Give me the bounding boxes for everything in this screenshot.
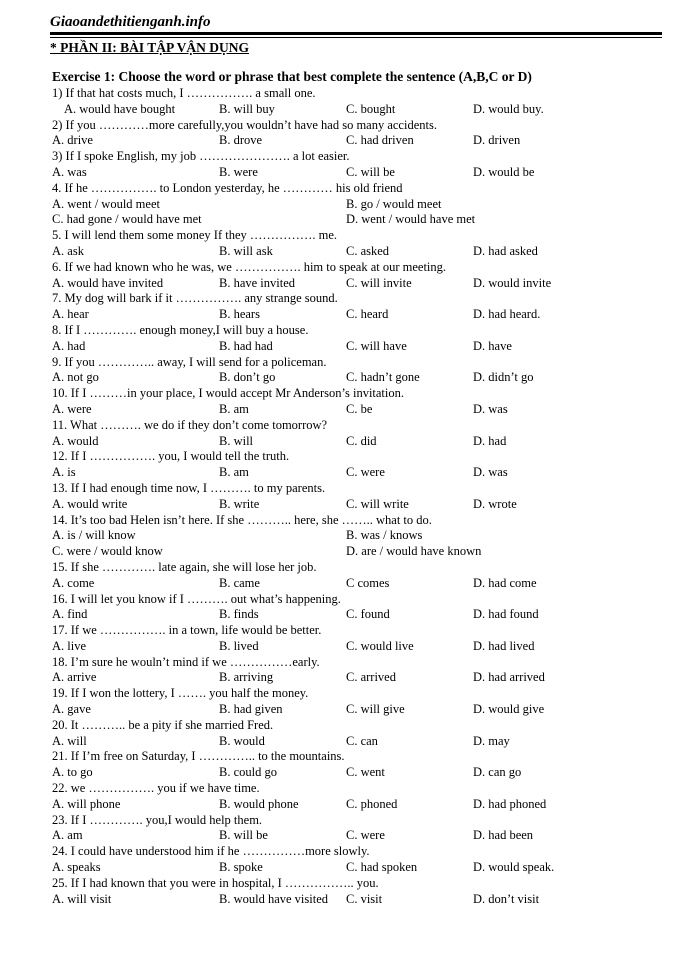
page-header	[50, 14, 662, 56]
answer-option: D. didn’t go	[473, 370, 534, 385]
answer-option: A. would have invited	[52, 275, 164, 290]
answer-option: B. had given	[219, 702, 283, 717]
question-stem: 24. I could have understood him if he ……………more slowly.	[52, 844, 370, 859]
answer-option: A. come	[52, 575, 95, 590]
answer-option: B. don’t go	[219, 370, 276, 385]
answer-option: A. not go	[52, 370, 99, 385]
question-stem: 3) If I spoke English, my job …………………. a lot easier.	[52, 149, 350, 164]
answer-option: C. will have	[346, 338, 407, 353]
answer-option: A. live	[52, 638, 87, 653]
answer-option: B. had had	[219, 338, 273, 353]
options-row	[52, 734, 662, 750]
answer-option: C. phoned	[346, 796, 398, 811]
answer-option: D. had heard.	[473, 307, 541, 322]
question-stem: 1) If that hat costs much, I ……………. a small one.	[52, 86, 316, 100]
question-stem: 16. I will let you know if I ………. out what’s happening.	[52, 591, 341, 606]
question-stem: 14. It’s too bad Helen isn’t here. If she ……….. here, she …….. what to do.	[52, 512, 432, 527]
answer-option: A. drive	[52, 133, 93, 148]
answer-option: B. would	[219, 733, 265, 748]
answer-option: C. asked	[346, 243, 390, 258]
answer-option: B. am	[219, 465, 249, 480]
answer-option: A. arrive	[52, 670, 97, 685]
question-stem: 20. It ……….. be a pity if she married Fred.	[52, 717, 274, 732]
question-stem: 7. My dog will bark if it ……………. any strange sound.	[52, 291, 338, 306]
answer-option: D. had found	[473, 607, 539, 622]
answer-option: C. will give	[346, 702, 405, 717]
options-row	[52, 102, 662, 118]
answer-option: A. hear	[52, 307, 89, 322]
answer-option: D. driven	[473, 133, 521, 148]
answer-option: A. was	[52, 164, 87, 179]
question-stem: 15. If she …………. late again, she will lose her job.	[52, 559, 317, 574]
question-stem: 18. I’m sure he wouln’t mind if we ……………early.	[52, 654, 320, 669]
question-stem: 6. If we had known who he was, we ……………. him to speak at our meeting.	[52, 259, 447, 274]
options-row	[52, 576, 662, 592]
answer-option: C. were / would know	[52, 544, 163, 559]
options-row	[52, 165, 662, 181]
question-stem: 17. If we ……………. in a town, life would be better.	[52, 623, 322, 638]
answer-option: D. was	[473, 465, 508, 480]
exercise-title: Exercise 1: Choose the word or phrase that best complete the sentence (A,B,C or D)	[52, 69, 532, 84]
options-row	[52, 434, 662, 450]
answer-option: C. bought	[346, 101, 396, 116]
answer-option: A. had	[52, 338, 86, 353]
options-row	[52, 465, 662, 481]
answer-option: D. was	[473, 401, 508, 416]
answer-option: D. went / would have met	[346, 212, 476, 227]
options-row	[52, 702, 662, 718]
answer-option: C. will invite	[346, 275, 412, 290]
question-stem: 11. What ………. we do if they don’t come tomorrow?	[52, 417, 328, 432]
question-stem: 9. If you ………….. away, I will send for a policeman.	[52, 354, 327, 369]
section-title: * PHẦN II: BÀI TẬP VẬN DỤNG	[50, 40, 250, 55]
answer-option: D. would be	[473, 164, 535, 179]
answer-option: C. went	[346, 765, 385, 780]
question-stem: 25. If I had known that you were in hospital, I …………….. you.	[52, 875, 379, 890]
answer-option: D. wrote	[473, 496, 517, 511]
answer-option: B. spoke	[219, 860, 263, 875]
answer-option: D. had arrived	[473, 670, 545, 685]
options-row	[52, 197, 662, 213]
answer-option: C. had driven	[346, 133, 414, 148]
answer-option: B. am	[219, 401, 249, 416]
answer-option: D. had come	[473, 575, 537, 590]
answer-option: B. finds	[219, 607, 259, 622]
question-stem: 5. I will lend them some money If they ……………. me.	[52, 228, 338, 243]
options-row	[52, 244, 662, 260]
answer-option: B. would phone	[219, 796, 299, 811]
answer-option: A. will	[52, 733, 87, 748]
options-row	[52, 639, 662, 655]
answer-option: C. hadn’t gone	[346, 370, 420, 385]
answer-option: B. will be	[219, 828, 268, 843]
answer-option: A. will phone	[52, 796, 121, 811]
answer-option: C. can	[346, 733, 378, 748]
answer-option: C. found	[346, 607, 390, 622]
answer-option: D. would give	[473, 702, 545, 717]
answer-option: D. had	[473, 433, 507, 448]
answer-option: C. will write	[346, 496, 409, 511]
answer-option: B. was / knows	[346, 528, 423, 543]
answer-option: B. came	[219, 575, 260, 590]
answer-option: D. may	[473, 733, 510, 748]
answer-option: C. had gone / would have met	[52, 212, 202, 227]
answer-option: C. heard	[346, 307, 389, 322]
options-row	[52, 607, 662, 623]
answer-option: D. have	[473, 338, 512, 353]
question-stem: 4. If he ……………. to London yesterday, he ………… his old friend	[52, 180, 403, 195]
options-row	[52, 307, 662, 323]
answer-option: A. went / would meet	[52, 196, 160, 211]
answer-option: A. would	[52, 433, 99, 448]
question-stem: 10. If I ………in your place, I would accept Mr Anderson’s invitation.	[52, 386, 405, 401]
answer-option: C. be	[346, 401, 373, 416]
answer-option: A. speaks	[52, 860, 101, 875]
options-row	[52, 528, 662, 544]
options-row	[52, 544, 662, 560]
answer-option: A. is / will know	[52, 528, 136, 543]
options-row	[52, 765, 662, 781]
header-rule-thick	[50, 32, 662, 35]
answer-option: C comes	[346, 575, 390, 590]
answer-option: A. ask	[52, 243, 84, 258]
answer-option: C. had spoken	[346, 860, 418, 875]
header-rule-thin	[50, 37, 662, 38]
answer-option: A. find	[52, 607, 88, 622]
options-row	[52, 828, 662, 844]
answer-option: D. would speak.	[473, 860, 555, 875]
question-stem: 23. If I …………. you,I would help them.	[52, 812, 263, 827]
answer-option: B. would have visited	[219, 891, 329, 906]
options-row	[52, 276, 662, 292]
answer-option: D. are / would have known	[346, 544, 482, 559]
answer-option: C. visit	[346, 891, 383, 906]
options-row	[52, 133, 662, 149]
question-stem: 19. If I won the lottery, I ……. you half the money.	[52, 686, 309, 701]
answer-option: C. will be	[346, 164, 395, 179]
options-row	[52, 670, 662, 686]
answer-option: C. would live	[346, 638, 414, 653]
answer-option: A. will visit	[52, 891, 112, 906]
options-row	[52, 797, 662, 813]
answer-option: B. go / would meet	[346, 196, 442, 211]
answer-option: B. drove	[219, 133, 263, 148]
answer-option: B. lived	[219, 638, 259, 653]
answer-option: B. will	[219, 433, 254, 448]
answer-option: D. had been	[473, 828, 534, 843]
options-row	[52, 339, 662, 355]
options-row	[52, 860, 662, 876]
answer-option: C. were	[346, 828, 385, 843]
answer-option: D. had asked	[473, 243, 538, 258]
answer-option: D. would invite	[473, 275, 552, 290]
answer-option: D. can go	[473, 765, 522, 780]
question-list	[52, 86, 662, 907]
question-stem: 12. If I ……………. you, I would tell the truth.	[52, 449, 290, 464]
options-row	[52, 370, 662, 386]
answer-option: B. will ask	[219, 243, 273, 258]
answer-option: A. gave	[52, 702, 91, 717]
answer-option: A. would write	[52, 496, 128, 511]
answer-option: D. had lived	[473, 638, 535, 653]
answer-option: D. would buy.	[473, 101, 544, 116]
answer-option: A. were	[52, 401, 92, 416]
options-row	[52, 497, 662, 513]
answer-option: B. arriving	[219, 670, 274, 685]
options-row	[52, 212, 662, 228]
options-row	[52, 892, 662, 908]
answer-option: C. arrived	[346, 670, 396, 685]
answer-option: D. had phoned	[473, 796, 547, 811]
question-stem: 21. If I’m free on Saturday, I ………….. to the mountains.	[52, 749, 345, 764]
answer-option: B. were	[219, 164, 258, 179]
answer-option: A. would have bought	[64, 101, 176, 116]
answer-option: C. did	[346, 433, 377, 448]
answer-option: C. were	[346, 465, 385, 480]
answer-option: B. will buy	[219, 101, 275, 116]
question-stem: 22. we ……………. you if we have time.	[52, 781, 260, 796]
answer-option: A. is	[52, 465, 76, 480]
question-stem: 13. If I had enough time now, I ………. to my parents.	[52, 480, 326, 495]
answer-option: B. could go	[219, 765, 277, 780]
options-row	[52, 402, 662, 418]
question-stem: 8. If I …………. enough money,I will buy a house.	[52, 322, 309, 337]
question-stem: 2) If you …………more carefully,you wouldn’t have had so many accidents.	[52, 117, 437, 132]
answer-option: B. hears	[219, 307, 260, 322]
answer-option: B. have invited	[219, 275, 296, 290]
answer-option: A. to go	[52, 765, 93, 780]
answer-option: B. write	[219, 496, 260, 511]
site-name: Giaoandethitienganh.info	[50, 14, 211, 30]
answer-option: D. don’t visit	[473, 891, 540, 906]
answer-option: A. am	[52, 828, 83, 843]
